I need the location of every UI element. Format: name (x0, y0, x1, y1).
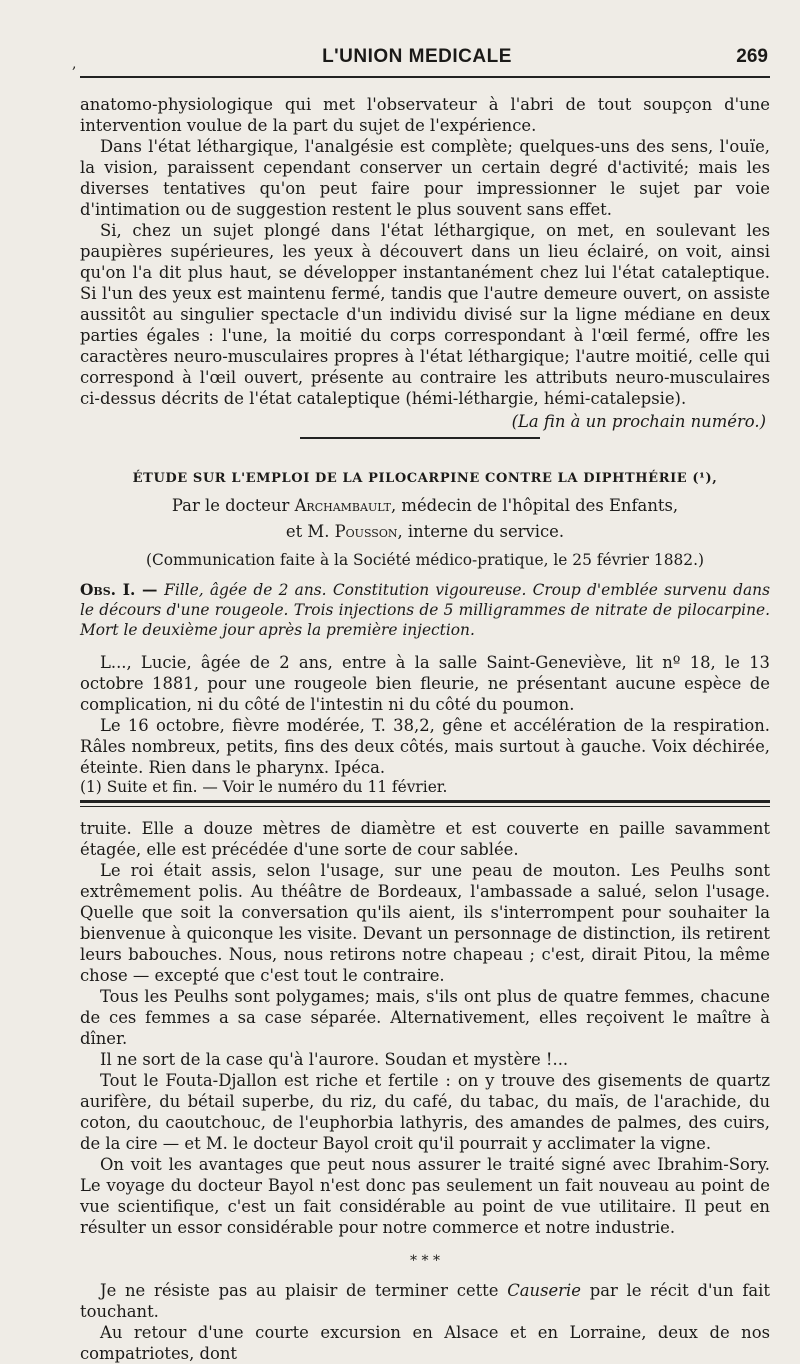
paragraph: Le roi était assis, selon l'usage, sur une peau de mouton. Les Peulhs sont extrêmement polis. Au théâtre de Bordeaux, l'ambassade a salué, selon l'usage. Quelle que soit la conversation qu'ils aient, ils s'interrompent pour souhaiter la bienvenue à quiconque les visite. Devant un personnage de distinction, ils retirent leurs babouches. Nous, nous retirons notre chapeau ; c'est, dirait Pitou, la même chose — excepté que c'est tout le contraire. (80, 861, 770, 985)
final-emphasis: Causerie (507, 1281, 581, 1300)
top-article-continuation (80, 94, 770, 432)
observation-label: Obs. I. — (80, 581, 165, 599)
section-stars: * * * (410, 1253, 440, 1269)
observation-text: Fille, âgée de 2 ans. Constitution vigoureuse. Croup d'emblée survenu dans le décours d'une rougeole. Trois injections de 5 milligrammes de nitrate de pilocarpine. Mort le deuxième jour après la première injection. (80, 581, 770, 639)
author-line-1 (80, 495, 770, 517)
feuilleton-rule-thin (80, 806, 770, 807)
feuilleton-rule-thick (80, 800, 770, 803)
final-text: Je ne résiste pas au plaisir de terminer cette (100, 1281, 508, 1300)
communication-note: (Communication faite à la Société médico-pratique, le 25 février 1882.) (146, 551, 704, 569)
paragraph: Tous les Peulhs sont polygames; mais, s'ils ont plus de quatre femmes, chacune de ces femmes a sa case séparée. Alternativement, elles reçoivent le maître à dîner. (80, 987, 770, 1048)
final-text-end: par le récit d'un fait touchant. (80, 1281, 770, 1321)
paragraph: Si, chez un sujet plongé dans l'état léthargique, on met, en soulevant les paupières supérieures, les yeux à découvert dans un lieu éclairé, on voit, ainsi qu'on l'a dit plus haut, se développer instantanément chez lui l'état cataleptique. Si l'un des yeux est maintenu fermé, tandis que l'autre demeure ouvert, on assiste aussitôt au singulier spectacle d'un individu divisé sur la ligne médiane en deux parties égales : l'une, la moitié du corps correspondant à l'œil fermé, offre les caractères neuro-musculaires propres à l'état léthargique; l'autre moitié, celle qui correspond à l'œil ouvert, présente au contraire les attributs neuro-musculaires ci-dessus décrits de l'état cataleptique (hémi-léthargie, hémi-catalepsie). (80, 221, 770, 408)
paragraph: anatomo-physiologique qui met l'observateur à l'abri de tout soupçon d'une intervention voulue de la part du sujet de l'expérience. (80, 95, 770, 135)
page-number: 269 (736, 46, 768, 67)
coauthor-prefix: et M. (285, 522, 335, 541)
header-rule (80, 76, 770, 78)
author-line-2 (80, 521, 770, 543)
final-paragraph (80, 1280, 770, 1322)
footnote: (1) Suite et fin. — Voir le numéro du 11 février. (80, 778, 448, 796)
page-header (62, 44, 772, 72)
paragraph: Le 16 octobre, fièvre modérée, T. 38,2, gêne et accélération de la respiration. Râles nombreux, petits, fins des deux côtés, mais surtout à gauche. Voix déchirée, éteinte. Rien dans le pharynx. Ipéca. (80, 716, 770, 777)
coauthor-name: Pousson (334, 522, 398, 541)
observation-summary (80, 580, 770, 640)
header-mark: , (72, 56, 77, 72)
paragraph: Tout le Fouta-Djallon est riche et fertile : on y trouve des gisements de quartz aurifère, du bétail superbe, du riz, du café, du tabac, du maïs, de l'arachide, du coton, du caoutchouc, de l'euphorbia lathyris, des amandes de palmes, des cuirs, de la cire — et M. le docteur Bayol croit qu'il pourrait y acclimater la vigne. (80, 1071, 770, 1153)
continued-note: (La fin à un prochain numéro.) (511, 412, 766, 431)
paragraph: L..., Lucie, âgée de 2 ans, entre à la salle Saint-Geneviève, lit nº 18, le 13 octobre 1881, pour une rougeole bien fleurie, ne présentant aucune espèce de complication, ni du côté de l'intestin ni du côté du poumon. (80, 653, 770, 714)
running-title: L'UNION MEDICALE (322, 46, 512, 67)
author-affiliation: , médecin de l'hôpital des Enfants, (390, 496, 679, 515)
paragraph: truite. Elle a douze mètres de diamètre et est couverte en paille savamment étagée, elle est précédée d'une sorte de cour sablée. (80, 819, 770, 859)
paragraph: Dans l'état léthargique, l'analgésie est complète; quelques-uns des sens, l'ouïe, la vision, paraissent cependant conserver un certain degré d'activité; mais les diverses tentatives qu'on peut faire pour impressionner le sujet par voie d'intimation ou de suggestion restent le plus souvent sans effet. (80, 137, 770, 219)
paragraph: Il ne sort de la case qu'à l'aurore. Soudan et mystère !... (100, 1050, 569, 1069)
feuilleton (80, 818, 770, 1364)
article-title: ÉTUDE SUR L'EMPLOI DE LA PILOCARPINE CONTRE LA DIPHTHÉRIE (¹), (132, 471, 718, 486)
section-rule (300, 437, 540, 439)
author-name: Archambault (294, 496, 391, 515)
last-line: Au retour d'une courte excursion en Alsace et en Lorraine, deux de nos compatriotes, dont (80, 1323, 770, 1363)
footnote-block (80, 777, 770, 797)
coauthor-affiliation: , interne du service. (397, 522, 565, 541)
paragraph: On voit les avantages que peut nous assurer le traité signé avec Ibrahim-Sory. Le voyage du docteur Bayol n'est donc pas seulement un fait nouveau au point de vue scientifique, c'est un fait considérable au point de vue utilitaire. Il peut en résulter un essor considérable pour notre commerce et notre industrie. (80, 1155, 770, 1237)
author-prefix: Par le docteur (171, 496, 295, 515)
pilocarpine-article (80, 468, 770, 778)
